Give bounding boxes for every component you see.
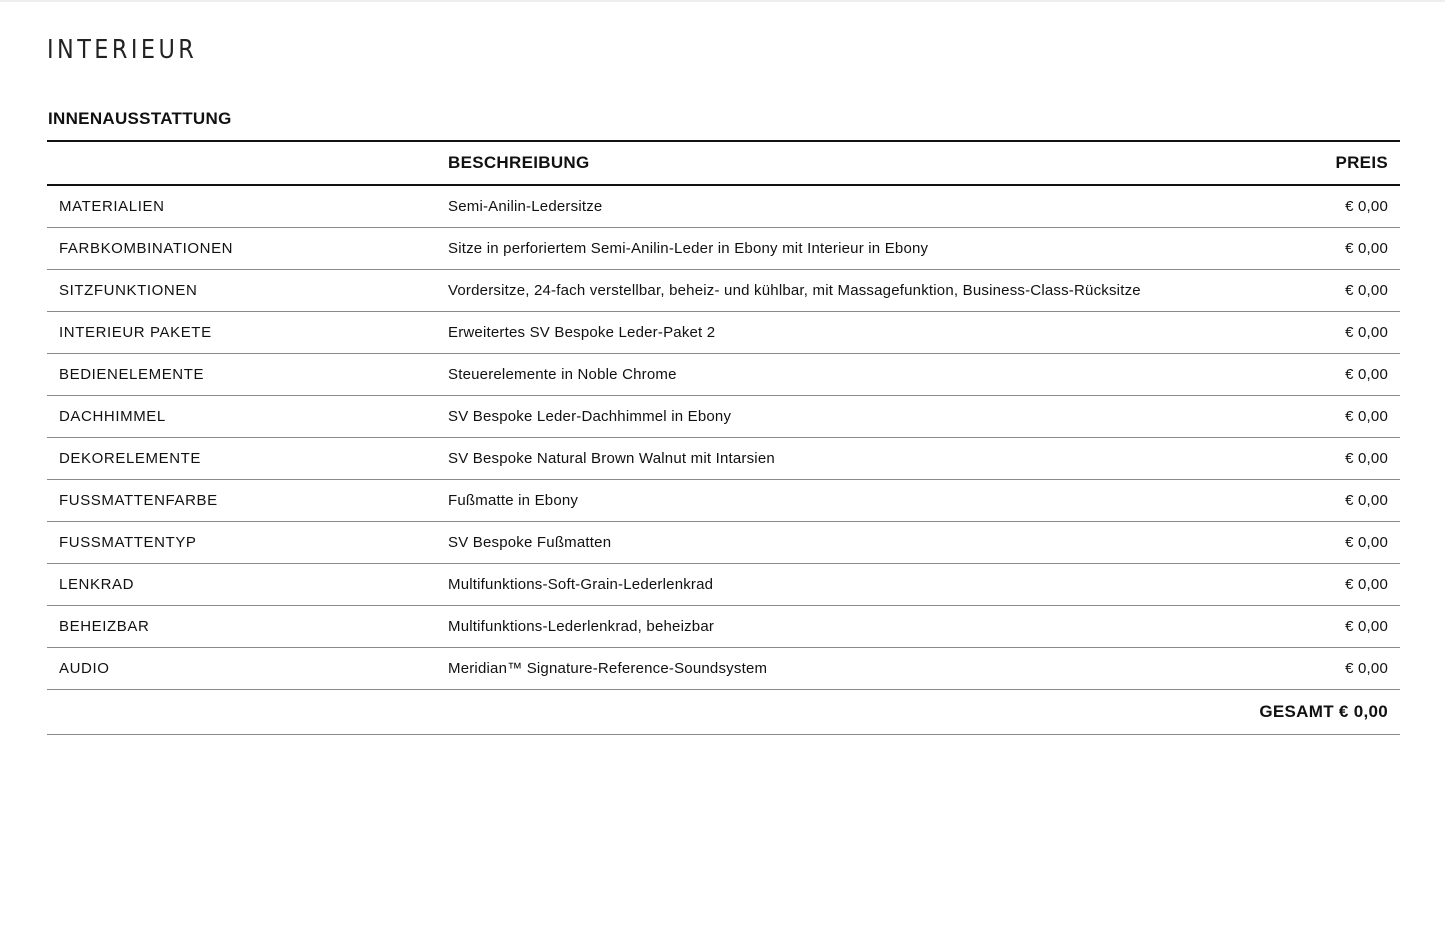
- row-category: INTERIEUR PAKETE: [47, 311, 436, 353]
- row-description: Multifunktions-Soft-Grain-Lederlenkrad: [436, 563, 1256, 605]
- column-header-price: PREIS: [1256, 141, 1400, 185]
- row-price: € 0,00: [1256, 395, 1400, 437]
- table-total-row: [47, 689, 1400, 734]
- row-category: BEDIENELEMENTE: [47, 353, 436, 395]
- column-header-category: [47, 141, 436, 185]
- row-description: Multifunktions-Lederlenkrad, beheizbar: [436, 605, 1256, 647]
- row-price: € 0,00: [1256, 605, 1400, 647]
- row-price: € 0,00: [1256, 269, 1400, 311]
- row-category: FUSSMATTENTYP: [47, 521, 436, 563]
- table-row: [47, 437, 1400, 479]
- row-price: € 0,00: [1256, 521, 1400, 563]
- row-category: FARBKOMBINATIONEN: [47, 227, 436, 269]
- row-description: Sitze in perforiertem Semi-Anilin-Leder in Ebony mit Interieur in Ebony: [436, 227, 1256, 269]
- table-row: [47, 605, 1400, 647]
- total-spacer: [436, 689, 1256, 734]
- row-category: LENKRAD: [47, 563, 436, 605]
- interior-spec-table: [47, 140, 1400, 735]
- row-description: Steuerelemente in Noble Chrome: [436, 353, 1256, 395]
- row-description: SV Bespoke Fußmatten: [436, 521, 1256, 563]
- column-header-description: BESCHREIBUNG: [436, 141, 1256, 185]
- row-description: Fußmatte in Ebony: [436, 479, 1256, 521]
- row-price: € 0,00: [1256, 437, 1400, 479]
- table-row: [47, 479, 1400, 521]
- row-category: DEKORELEMENTE: [47, 437, 436, 479]
- row-description: Erweitertes SV Bespoke Leder-Paket 2: [436, 311, 1256, 353]
- table-row: [47, 521, 1400, 563]
- top-divider: [0, 0, 1445, 2]
- table-row: [47, 185, 1400, 227]
- table-row: [47, 311, 1400, 353]
- table-row: [47, 353, 1400, 395]
- table-row: [47, 563, 1400, 605]
- row-description: SV Bespoke Natural Brown Walnut mit Intarsien: [436, 437, 1256, 479]
- row-description: Vordersitze, 24-fach verstellbar, beheiz- und kühlbar, mit Massagefunktion, Business-Class-Rücksitze: [436, 269, 1256, 311]
- row-price: € 0,00: [1256, 479, 1400, 521]
- row-category: DACHHIMMEL: [47, 395, 436, 437]
- row-price: € 0,00: [1256, 353, 1400, 395]
- row-price: € 0,00: [1256, 227, 1400, 269]
- row-category: MATERIALIEN: [47, 185, 436, 227]
- row-price: € 0,00: [1256, 563, 1400, 605]
- table-row: [47, 269, 1400, 311]
- row-category: FUSSMATTENFARBE: [47, 479, 436, 521]
- section-title: INNENAUSSTATTUNG: [48, 109, 232, 128]
- total-spacer: [47, 689, 436, 734]
- row-description: Semi-Anilin-Ledersitze: [436, 185, 1256, 227]
- table-header-row: [47, 141, 1400, 185]
- row-price: € 0,00: [1256, 185, 1400, 227]
- row-description: Meridian™ Signature-Reference-Soundsystem: [436, 647, 1256, 689]
- total-price: GESAMT € 0,00: [1256, 689, 1400, 734]
- table-row: [47, 647, 1400, 689]
- row-category: SITZFUNKTIONEN: [47, 269, 436, 311]
- row-category: AUDIO: [47, 647, 436, 689]
- row-price: € 0,00: [1256, 311, 1400, 353]
- row-price: € 0,00: [1256, 647, 1400, 689]
- table-row: [47, 395, 1400, 437]
- table-row: [47, 227, 1400, 269]
- row-category: BEHEIZBAR: [47, 605, 436, 647]
- row-description: SV Bespoke Leder-Dachhimmel in Ebony: [436, 395, 1256, 437]
- page-title: INTERIEUR: [47, 35, 198, 65]
